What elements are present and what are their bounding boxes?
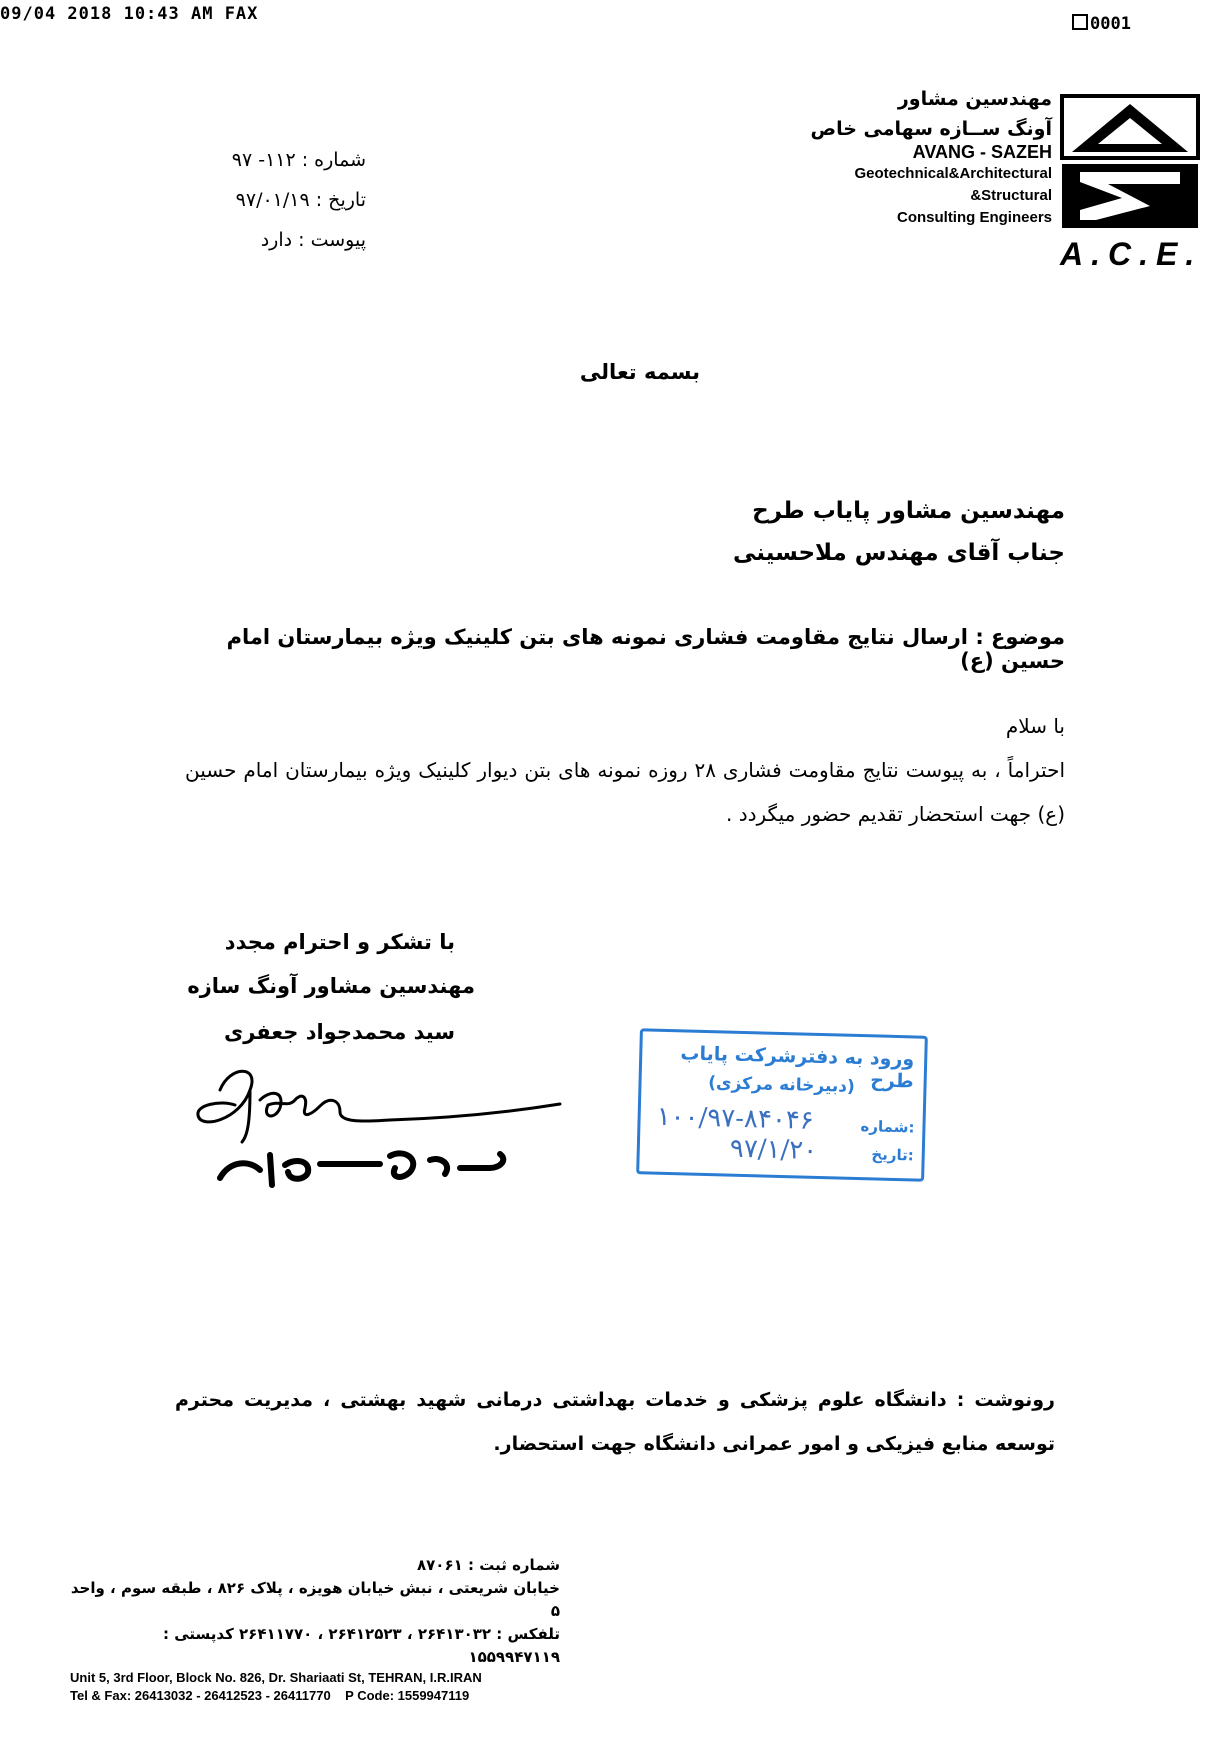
fax-header: 09/04 2018 10:43 AM FAX bbox=[0, 4, 259, 24]
ref-attachment: پیوست : دارد bbox=[260, 229, 366, 251]
company-en-line1: Geotechnical&Architectural bbox=[854, 165, 1052, 182]
ref-date: تاریخ : ۹۷/۰۱/۱۹ bbox=[235, 189, 366, 211]
invocation: بسمه تعالی bbox=[579, 360, 701, 384]
cc-line: رونوشت : دانشگاه علوم پزشکی و خدمات بهداشتی درمانی شهید بهشتی ، مدیریت محترم توسعه منابع فیزیکی و امور عمرانی دانشگاه جهت استحضار. bbox=[175, 1389, 1055, 1455]
footer-tel-en: Tel & Fax: 26413032 - 26412523 - 26411770 bbox=[70, 1688, 331, 1703]
footer bbox=[70, 1554, 560, 1705]
footer-address-fa: خیابان شریعتی ، نبش خیابان هویزه ، پلاک ۸۲۶ ، طبقه سوم ، واحد ۵ bbox=[70, 1579, 560, 1620]
stamp-date-label: تاریخ: bbox=[871, 1145, 914, 1165]
reference-block bbox=[180, 140, 366, 260]
footer-pcode-en: P Code: 1559947119 bbox=[345, 1688, 470, 1703]
footer-address-en: Unit 5, 3rd Floor, Block No. 826, Dr. Shariaati St, TEHRAN, I.R.IRAN bbox=[70, 1670, 482, 1685]
stamp-title: ورود به دفترشرکت پایاب طرح bbox=[680, 1042, 915, 1093]
received-stamp bbox=[636, 1028, 928, 1181]
stamp-number-label: شماره: bbox=[860, 1117, 915, 1137]
company-en-line2: &Structural bbox=[970, 187, 1052, 204]
stamp-date-value: ۹۷/۱/۲۰ bbox=[729, 1133, 818, 1166]
handwritten-signature-icon bbox=[190, 1060, 570, 1200]
ref-number: شماره : ۱۱۲- ۹۷ bbox=[231, 149, 366, 171]
footer-registration: شماره ثبت : ۸۷۰۶۱ bbox=[416, 1556, 560, 1574]
letter-body: احتراماً ، به پیوست نتایج مقاومت فشاری ۲۸ روزه نمونه های بتن دیوار کلینیک ویژه بیمارستان امام حسین (ع) جهت استحضار تقدیم حضور میگردد . bbox=[185, 758, 1065, 826]
company-en-name: AVANG - SAZEH bbox=[912, 142, 1052, 162]
footer-contact-en bbox=[70, 1687, 560, 1705]
signer-name: سید محمدجواد جعفری bbox=[223, 1020, 455, 1044]
company-en-line3: Consulting Engineers bbox=[896, 209, 1052, 226]
company-fa-line1: مهندسین مشاور bbox=[897, 88, 1052, 110]
company-logo-text: A.C.E. bbox=[1060, 236, 1203, 272]
company-logo-icon bbox=[1060, 94, 1200, 232]
closing-line2: مهندسین مشاور آونگ سازه bbox=[187, 974, 475, 998]
recipient-line2: جناب آقای مهندس ملاحسینی bbox=[733, 540, 1065, 566]
checkbox-icon bbox=[1072, 14, 1088, 30]
stamp-subtitle: (دبیرخانه مرکزی) bbox=[707, 1073, 856, 1097]
page-counter-value: 0001 bbox=[1090, 14, 1131, 34]
footer-phone-fa: تلفکس : ۲۶۴۱۳۰۳۲ ، ۲۶۴۱۲۵۲۳ ، ۲۶۴۱۱۷۷۰ کدپستی : ۱۵۵۹۹۴۷۱۱۹ bbox=[162, 1625, 560, 1666]
recipient-line1: مهندسین مشاور پایاب طرح bbox=[752, 498, 1065, 524]
stamp-number-value: ۱۰۰/۹۷-۸۴۰۴۶ bbox=[656, 1101, 815, 1136]
greeting: با سلام bbox=[1005, 714, 1065, 738]
page-counter bbox=[1072, 14, 1131, 34]
company-header bbox=[770, 88, 1052, 229]
closing-line1: با تشکر و احترام مجدد bbox=[224, 930, 455, 954]
subject: موضوع : ارسال نتایج مقاومت فشاری نمونه های بتن کلینیک ویژه بیمارستان امام حسین (ع) bbox=[226, 625, 1065, 673]
company-fa-line2: آونگ ســازه سهامی خاص bbox=[810, 118, 1052, 140]
